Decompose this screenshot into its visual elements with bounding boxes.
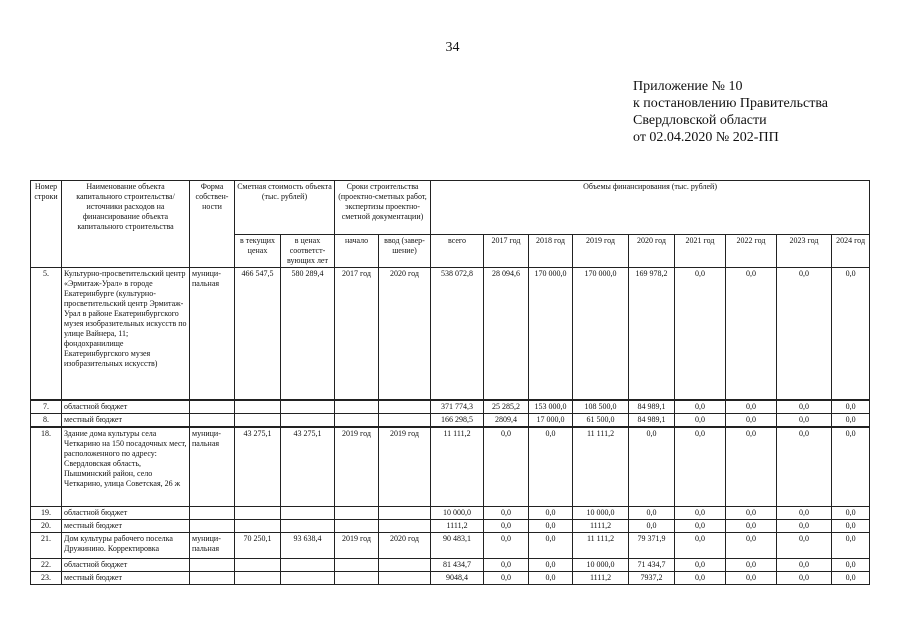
cost-current <box>235 520 281 533</box>
year-amount: 0,0 <box>832 268 870 400</box>
year-amount: 0,0 <box>629 507 675 520</box>
year-amount: 0,0 <box>484 520 529 533</box>
cost-current <box>235 572 281 585</box>
year-amount: 0,0 <box>675 427 726 507</box>
financing-table <box>30 180 870 585</box>
col-year: 2020 год <box>629 235 675 268</box>
cost-years: 43 275,1 <box>281 427 335 507</box>
end-year: 2020 год <box>379 533 431 559</box>
year-amount: 0,0 <box>726 520 777 533</box>
year-amount: 0,0 <box>675 572 726 585</box>
cost-current <box>235 559 281 572</box>
year-amount: 79 371,9 <box>629 533 675 559</box>
year-amount: 0,0 <box>529 427 573 507</box>
year-amount: 10 000,0 <box>573 559 629 572</box>
ownership-form <box>190 572 235 585</box>
cost-years <box>281 400 335 414</box>
appendix-heading <box>633 78 828 146</box>
year-amount: 0,0 <box>777 533 832 559</box>
end-year: 2019 год <box>379 427 431 507</box>
year-amount: 0,0 <box>726 559 777 572</box>
start-year <box>335 413 379 427</box>
ownership-form <box>190 400 235 414</box>
year-amount: 25 285,2 <box>484 400 529 414</box>
ownership-form <box>190 413 235 427</box>
row-number: 20. <box>31 520 62 533</box>
start-year: 2017 год <box>335 268 379 400</box>
year-amount: 0,0 <box>777 427 832 507</box>
year-amount: 0,0 <box>726 413 777 427</box>
year-amount: 28 094,6 <box>484 268 529 400</box>
year-amount: 170 000,0 <box>529 268 573 400</box>
start-year <box>335 559 379 572</box>
cost-years <box>281 520 335 533</box>
year-amount: 0,0 <box>529 507 573 520</box>
start-year <box>335 400 379 414</box>
end-year <box>379 400 431 414</box>
ownership-form: муници-пальная <box>190 268 235 400</box>
end-year <box>379 572 431 585</box>
col-total: всего <box>431 235 484 268</box>
year-amount: 0,0 <box>675 559 726 572</box>
year-amount: 0,0 <box>777 413 832 427</box>
year-amount: 0,0 <box>777 400 832 414</box>
ownership-form <box>190 507 235 520</box>
year-amount: 153 000,0 <box>529 400 573 414</box>
col-object-name: Наименование объекта капитального строительства/ источники расходов на финансирование объекта капитального строительства <box>62 181 190 268</box>
cost-years: 580 289,4 <box>281 268 335 400</box>
cost-current: 466 547,5 <box>235 268 281 400</box>
table-row <box>31 520 870 533</box>
year-amount: 0,0 <box>484 533 529 559</box>
year-amount: 1111,2 <box>573 572 629 585</box>
table-row <box>31 559 870 572</box>
end-year <box>379 520 431 533</box>
year-amount: 0,0 <box>726 572 777 585</box>
year-amount: 1111,2 <box>573 520 629 533</box>
row-number: 5. <box>31 268 62 400</box>
start-year <box>335 507 379 520</box>
year-amount: 61 500,0 <box>573 413 629 427</box>
object-name: областной бюджет <box>62 559 190 572</box>
row-number: 21. <box>31 533 62 559</box>
end-year <box>379 559 431 572</box>
year-amount: 0,0 <box>832 507 870 520</box>
total-amount: 90 483,1 <box>431 533 484 559</box>
year-amount: 0,0 <box>529 572 573 585</box>
col-financing-volumes: Объемы финансирования (тыс. рублей) <box>431 181 870 235</box>
table-row <box>31 400 870 414</box>
table-row <box>31 533 870 559</box>
year-amount: 0,0 <box>726 268 777 400</box>
year-amount: 0,0 <box>832 427 870 507</box>
cost-current: 43 275,1 <box>235 427 281 507</box>
col-row-no: Номер строки <box>31 181 62 268</box>
year-amount: 0,0 <box>832 559 870 572</box>
cost-years <box>281 572 335 585</box>
col-cost-current: в текущих ценах <box>235 235 281 268</box>
cost-years <box>281 559 335 572</box>
start-year: 2019 год <box>335 533 379 559</box>
year-amount: 0,0 <box>832 400 870 414</box>
year-amount: 0,0 <box>832 413 870 427</box>
year-amount: 0,0 <box>629 427 675 507</box>
row-number: 19. <box>31 507 62 520</box>
ownership-form <box>190 520 235 533</box>
row-number: 18. <box>31 427 62 507</box>
table-body <box>31 268 870 585</box>
year-amount: 0,0 <box>726 427 777 507</box>
year-amount: 11 111,2 <box>573 427 629 507</box>
ownership-form: муници-пальная <box>190 533 235 559</box>
cost-years <box>281 413 335 427</box>
year-amount: 0,0 <box>777 559 832 572</box>
cost-current <box>235 400 281 414</box>
end-year <box>379 507 431 520</box>
total-amount: 10 000,0 <box>431 507 484 520</box>
year-amount: 0,0 <box>777 507 832 520</box>
year-amount: 0,0 <box>726 507 777 520</box>
year-amount: 0,0 <box>675 400 726 414</box>
appendix-line: Приложение № 10 <box>633 79 743 94</box>
year-amount: 0,0 <box>675 268 726 400</box>
year-amount: 10 000,0 <box>573 507 629 520</box>
row-number: 22. <box>31 559 62 572</box>
year-amount: 84 989,1 <box>629 413 675 427</box>
year-amount: 0,0 <box>726 400 777 414</box>
year-amount: 0,0 <box>529 533 573 559</box>
year-amount: 0,0 <box>777 572 832 585</box>
cost-current <box>235 507 281 520</box>
col-construction-terms: Сроки строительства (проектно-сметных работ, экспертизы проектно-сметной документации) <box>335 181 431 235</box>
appendix-line: к постановлению Правительства <box>633 96 829 111</box>
appendix-line: Свердловской области <box>633 113 767 128</box>
year-amount: 11 111,2 <box>573 533 629 559</box>
cost-years <box>281 507 335 520</box>
year-amount: 2809,4 <box>484 413 529 427</box>
col-year: 2022 год <box>726 235 777 268</box>
col-start: начало <box>335 235 379 268</box>
year-amount: 170 000,0 <box>573 268 629 400</box>
total-amount: 1111,2 <box>431 520 484 533</box>
year-amount: 0,0 <box>484 559 529 572</box>
cost-years: 93 638,4 <box>281 533 335 559</box>
year-amount: 0,0 <box>484 572 529 585</box>
col-end: ввод (завер-шение) <box>379 235 431 268</box>
end-year: 2020 год <box>379 268 431 400</box>
col-ownership: Форма собствен-ности <box>190 181 235 268</box>
year-amount: 0,0 <box>675 507 726 520</box>
object-name: областной бюджет <box>62 507 190 520</box>
col-year: 2024 год <box>832 235 870 268</box>
year-amount: 0,0 <box>529 559 573 572</box>
start-year <box>335 572 379 585</box>
col-year: 2023 год <box>777 235 832 268</box>
total-amount: 9048,4 <box>431 572 484 585</box>
page-number: 34 <box>445 40 460 55</box>
total-amount: 11 111,2 <box>431 427 484 507</box>
total-amount: 81 434,7 <box>431 559 484 572</box>
year-amount: 0,0 <box>777 268 832 400</box>
end-year <box>379 413 431 427</box>
cost-current <box>235 413 281 427</box>
year-amount: 0,0 <box>832 533 870 559</box>
year-amount: 71 434,7 <box>629 559 675 572</box>
object-name: местный бюджет <box>62 572 190 585</box>
row-number: 23. <box>31 572 62 585</box>
start-year <box>335 520 379 533</box>
col-year: 2019 год <box>573 235 629 268</box>
total-amount: 538 072,8 <box>431 268 484 400</box>
year-amount: 0,0 <box>629 520 675 533</box>
ownership-form <box>190 559 235 572</box>
table-row <box>31 572 870 585</box>
year-amount: 0,0 <box>529 520 573 533</box>
table-row <box>31 427 870 507</box>
year-amount: 0,0 <box>777 520 832 533</box>
year-amount: 0,0 <box>832 520 870 533</box>
col-year: 2017 год <box>484 235 529 268</box>
year-amount: 17 000,0 <box>529 413 573 427</box>
year-amount: 7937,2 <box>629 572 675 585</box>
cost-current: 70 250,1 <box>235 533 281 559</box>
table-row <box>31 268 870 400</box>
year-amount: 0,0 <box>675 533 726 559</box>
table-row <box>31 413 870 427</box>
object-name: Дом культуры рабочего поселка Дружинино. Корректировка <box>62 533 190 559</box>
row-number: 8. <box>31 413 62 427</box>
col-estimated-cost: Сметная стоимость объекта (тыс. рублей) <box>235 181 335 235</box>
table-row <box>31 507 870 520</box>
year-amount: 108 500,0 <box>573 400 629 414</box>
object-name: местный бюджет <box>62 520 190 533</box>
year-amount: 0,0 <box>726 533 777 559</box>
object-name: Культурно-просветительский центр «Эрмитаж-Урал» в городе Екатеринбурге (культурно-просветительский центр Эрмитаж-Урал в районе Екатеринбургского музея изобразительных искусств по улице Вайнера, 11; фондохранилище Екатеринбургского музея изобразительных искусств) <box>62 268 190 400</box>
ownership-form: муници-пальная <box>190 427 235 507</box>
year-amount: 169 978,2 <box>629 268 675 400</box>
year-amount: 0,0 <box>675 520 726 533</box>
row-number: 7. <box>31 400 62 414</box>
col-year: 2021 год <box>675 235 726 268</box>
year-amount: 0,0 <box>484 427 529 507</box>
appendix-line: от 02.04.2020 № 202-ПП <box>633 130 779 145</box>
total-amount: 371 774,3 <box>431 400 484 414</box>
year-amount: 0,0 <box>675 413 726 427</box>
object-name: Здание дома культуры села Четкарино на 150 посадочных мест, расположенного по адресу: Свердловская область, Пышминский район, село Четкарино, улица Советская, 26 ж <box>62 427 190 507</box>
year-amount: 84 989,1 <box>629 400 675 414</box>
object-name: областной бюджет <box>62 400 190 414</box>
start-year: 2019 год <box>335 427 379 507</box>
col-year: 2018 год <box>529 235 573 268</box>
year-amount: 0,0 <box>832 572 870 585</box>
col-cost-years: в ценах соответст-вующих лет <box>281 235 335 268</box>
object-name: местный бюджет <box>62 413 190 427</box>
year-amount: 0,0 <box>484 507 529 520</box>
total-amount: 166 298,5 <box>431 413 484 427</box>
